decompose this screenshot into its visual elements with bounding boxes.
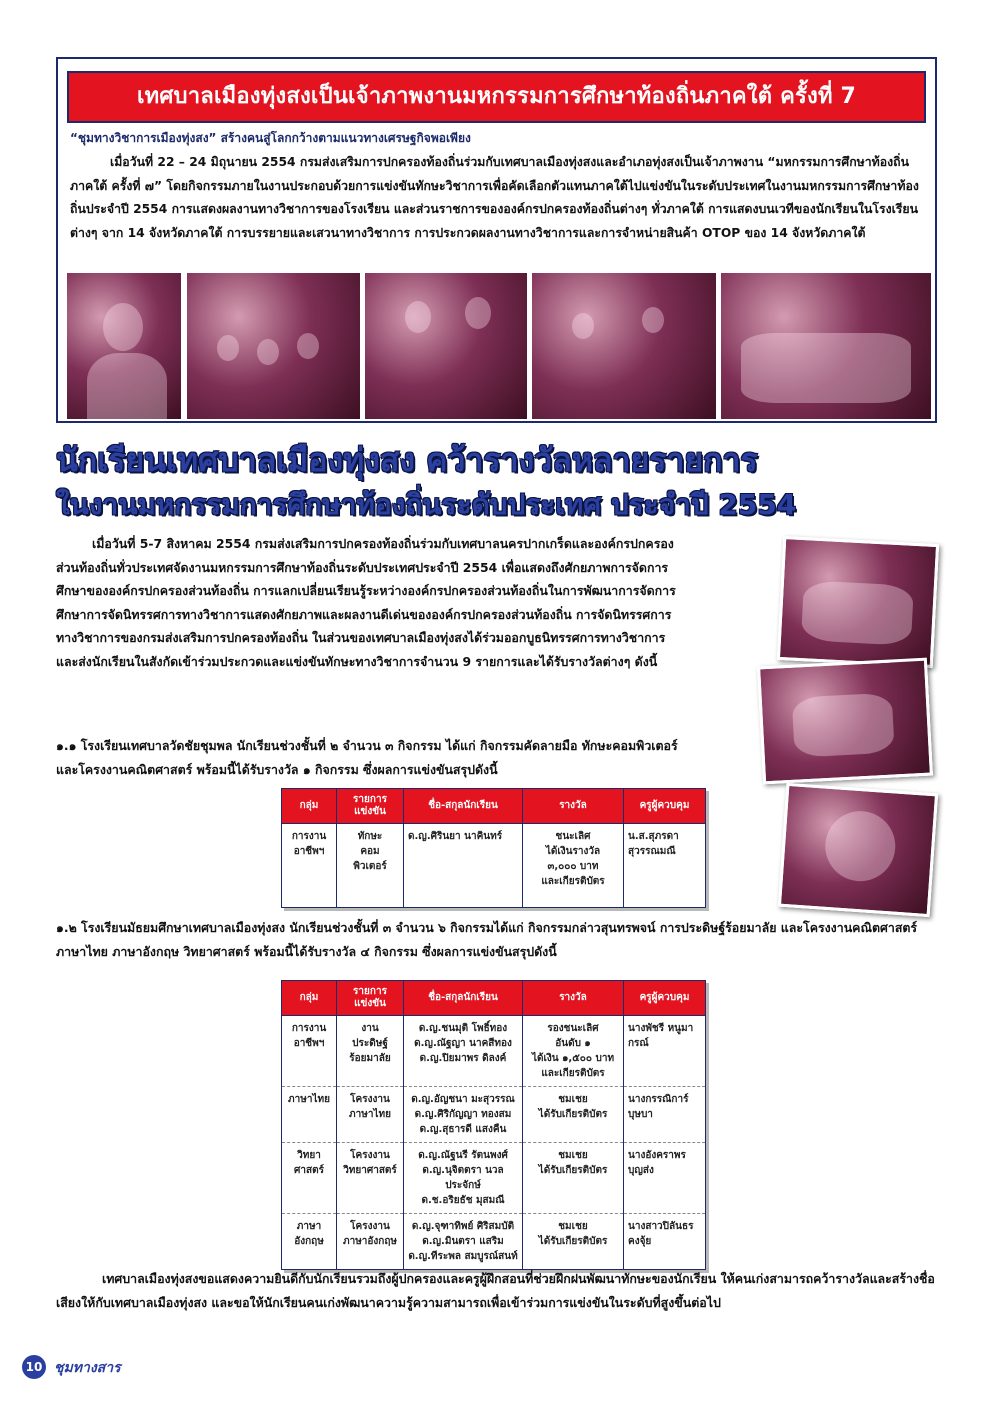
cell-award: ชมเชย ได้รับเกียรติบัตร xyxy=(523,1087,624,1143)
photo-booth xyxy=(757,658,933,785)
cell-event: โครงงาน วิทยาศาสตร์ xyxy=(337,1143,404,1214)
main-subheadline: ในงานมหกรรมการศึกษาท้องถิ่นระดับประเทศ ประจำปี 2554 xyxy=(56,488,797,521)
photo-ceremony xyxy=(365,273,527,419)
cell-group: วิทยา ศาสตร์ xyxy=(282,1143,337,1214)
table-row xyxy=(282,1087,706,1143)
col-teacher: ครูผู้ควบคุม xyxy=(624,789,706,824)
photo-speaker xyxy=(67,273,181,419)
cell-students: ด.ญ.ชนมุติ โพธิ์ทอง ด.ญ.ณัฐญา นาคสีทอง ด.ญ.ปิยมาพร ดิลงค์ xyxy=(404,1016,523,1087)
intro-paragraph: เมื่อวันที่ 5-7 สิงหาคม 2554 กรมส่งเสริมการปกครองท้องถิ่นร่วมกับเทศบาลนครปากเกร็ดและองค์กรปกครองส่วนท้องถิ่นทั่วประเทศจัดงานมหกรรมการศึกษาท้องถิ่นระดับประเทศประจำปี 2554 เพื่อแสดงถึงศักยภาพการจัดการศึกษาขององค์กรปกครองส่วนท้องถิ่น การแลกเปลี่ยนเรียนรู้ระหว่างองค์กรปกครองส่วนท้องถิ่นในการพัฒนาการจัดการศึกษาการจัดนิทรรศการทางวิชาการแสดงศักยภาพและผลงานดีเด่นขององค์กรปกครองส่วนท้องถิ่น การจัดนิทรรศการทางวิชาการของกรมส่งเสริมการปกครองท้องถิ่น ในส่วนของเทศบาลเมืองทุ่งสงได้ร่วมออกบูธนิทรรศการทางวิชาการและส่งนักเรียนในสังกัดเข้าร่วมประกวดและแข่งขันทักษะทางวิชาการจำนวน 9 รายการและได้รับรางวัลต่างๆ ดังนี้ xyxy=(56,536,676,669)
col-group: กลุ่ม xyxy=(282,981,337,1016)
cell-students: ด.ญ.จุฑาทิพย์ ศิริสมบัติ ด.ญ.มินตรา แสริม ด.ญ.ทีระพล สมบูรณ์สนท์ xyxy=(404,1214,523,1270)
cell-students: ด.ญ.ณัฐนรี รัตนพงศ์ ด.ญ.นุจิตตรา นวลประจักษ์ ด.ช.อริยธัช มุสมณี xyxy=(404,1143,523,1214)
col-group: กลุ่ม xyxy=(282,789,337,824)
cell-event: โครงงาน ภาษาไทย xyxy=(337,1087,404,1143)
cell-group: ภาษาไทย xyxy=(282,1087,337,1143)
section-1-text: ๑.๑ โรงเรียนเทศบาลวัดชัยชุมพล นักเรียนช่วงชั้นที่ ๒ จำนวน ๓ กิจกรรม ได้แก่ กิจกรรมคัดลายมือ ทักษะคอมพิวเตอร์ และโครงงานคณิตศาสตร์ พร้อมนี้ได้รับรางวัล ๑ กิจกรรม ซึ่งผลการแข่งขันสรุปดังนี้ xyxy=(56,738,678,777)
award-table-2-header xyxy=(282,981,706,1016)
top-article-banner: เทศบาลเมืองทุ่งสงเป็นเจ้าภาพงานมหกรรมการศึกษาท้องถิ่นภาคใต้ ครั้งที่ 7 xyxy=(67,71,926,123)
main-headline: นักเรียนเทศบาลเมืองทุ่งสง คว้ารางวัลหลายรายการ xyxy=(56,441,758,479)
top-article-box xyxy=(56,57,937,423)
cell-award: ชมเชย ได้รับเกียรติบัตร xyxy=(523,1143,624,1214)
top-article-body: เมื่อวันที่ 22 – 24 มิถุนายน 2554 กรมส่งเสริมการปกครองท้องถิ่นร่วมกับเทศบาลเมืองทุ่งสงและอำเภอทุ่งสงเป็นเจ้าภาพงาน “มหกรรมการศึกษาท้องถิ่นภาคใต้ ครั้งที่ ๗” โดยกิจกรรมภายในงานประกอบด้วยการแข่งขันทักษะวิชาการเพื่อคัดเลือกตัวแทนภาคใต้ไปแข่งขันในระดับประเทศในงานมหกรรมการศึกษาท้องถิ่นประจำปี 2554 การแสดงผลงานทางวิชาการของโรงเรียน และส่วนราชการขององค์กรปกครองท้องถิ่นต่างๆ ทั่วภาคใต้ การแสดงบนเวทีของนักเรียนในโรงเรียนต่างๆ จาก 14 จังหวัดภาคใต้ การบรรยายและเสวนาทางวิชาการ การประกวดผลงานทางวิชาการและการจำหน่ายสินค้า OTOP ของ 14 จังหวัดภาคใต้ xyxy=(70,155,919,240)
publication-title: ชุมทางสาร xyxy=(54,1360,121,1376)
table-row xyxy=(282,824,706,908)
cell-teacher: นางพัชรี หนูมากรณ์ xyxy=(624,1016,706,1087)
photo-exhibit xyxy=(778,783,938,917)
cell-award: ชมเชย ได้รับเกียรติบัตร xyxy=(523,1214,624,1270)
section-2-text: ๑.๒ โรงเรียนมัธยมศึกษาเทศบาลเมืองทุ่งสง นักเรียนช่วงชั้นที่ ๓ จำนวน ๖ กิจกรรมได้แก่ กิจกรรมกล่าวสุนทรพจน์ การประดิษฐ์ร้อยมาลัย และโครงงานคณิตศาสตร์ ภาษาไทย ภาษาอังกฤษ วิทยาศาสตร์ พร้อมนี้ได้รับรางวัล ๔ กิจกรรม ซึ่งผลการแข่งขันสรุปดังนี้ xyxy=(56,920,918,959)
col-event: รายการแข่งขัน xyxy=(337,789,404,824)
award-table-1 xyxy=(281,788,706,908)
cell-students: ด.ญ.ศิรินยา นาคินทร์ xyxy=(404,824,523,908)
cell-teacher: นางกรรณิการ์ บุษบา xyxy=(624,1087,706,1143)
table-row xyxy=(282,1143,706,1214)
col-award: รางวัล xyxy=(523,981,624,1016)
cell-award: ชนะเลิศ ได้เงินรางวัล ๓,๐๐๐ บาท และเกียรติบัตร xyxy=(523,824,624,908)
col-award: รางวัล xyxy=(523,789,624,824)
top-article-subtitle: “ชุมทางวิชาการเมืองทุ่งสง” สร้างคนสู่โลกกว้างตามแนวทางเศรษฐกิจพอเพียง xyxy=(70,131,471,145)
photo-award-group xyxy=(777,536,939,668)
award-table-1-header xyxy=(282,789,706,824)
cell-group: การงาน อาชีพฯ xyxy=(282,824,337,908)
award-table-2 xyxy=(281,980,706,1270)
cell-students: ด.ญ.อัญชนา มะสุวรรณ ด.ญ.ศิริกัญญา ทองสม ด.ญ.สุธารดี แสงคืน xyxy=(404,1087,523,1143)
cell-group: การงาน อาชีพฯ xyxy=(282,1016,337,1087)
photo-competition xyxy=(532,273,716,419)
cell-event: โครงงาน ภาษาอังกฤษ xyxy=(337,1214,404,1270)
photo-audience xyxy=(187,273,360,419)
table-row xyxy=(282,1214,706,1270)
cell-award: รองชนะเลิศ อันดับ ๑ ได้เงิน ๑,๕๐๐ บาท และเกียรติบัตร xyxy=(523,1016,624,1087)
cell-group: ภาษา อังกฤษ xyxy=(282,1214,337,1270)
col-students: ชื่อ-สกุลนักเรียน xyxy=(404,789,523,824)
col-students: ชื่อ-สกุลนักเรียน xyxy=(404,981,523,1016)
col-teacher: ครูผู้ควบคุม xyxy=(624,981,706,1016)
cell-teacher: นางอังคราพร บุญส่ง xyxy=(624,1143,706,1214)
page-number: 10 xyxy=(22,1355,46,1379)
cell-event: ทักษะ คอม พิวเตอร์ xyxy=(337,824,404,908)
photo-stage xyxy=(721,273,931,419)
cell-teacher: น.ส.สุภรดา สุวรรณมณี xyxy=(624,824,706,908)
closing-paragraph: เทศบาลเมืองทุ่งสงขอแสดงความยินดีกับนักเรียนรวมถึงผู้ปกครองและครูผู้ฝึกสอนที่ช่วยฝึกฝนพัฒนาทักษะของนักเรียน ให้คนเก่งสามารถคว้ารางวัลและสร้างชื่อเสียงให้กับเทศบาลเมืองทุ่งสง และขอให้นักเรียนคนเก่งพัฒนาความรู้ความสามารถเพื่อเข้าร่วมการแข่งขันในระดับที่สูงขึ้นต่อไป xyxy=(56,1271,935,1310)
cell-teacher: นางสาวปิลันธร คงจุ้ย xyxy=(624,1214,706,1270)
cell-event: งาน ประดิษฐ์ ร้อยมาลัย xyxy=(337,1016,404,1087)
table-row xyxy=(282,1016,706,1087)
col-event: รายการแข่งขัน xyxy=(337,981,404,1016)
